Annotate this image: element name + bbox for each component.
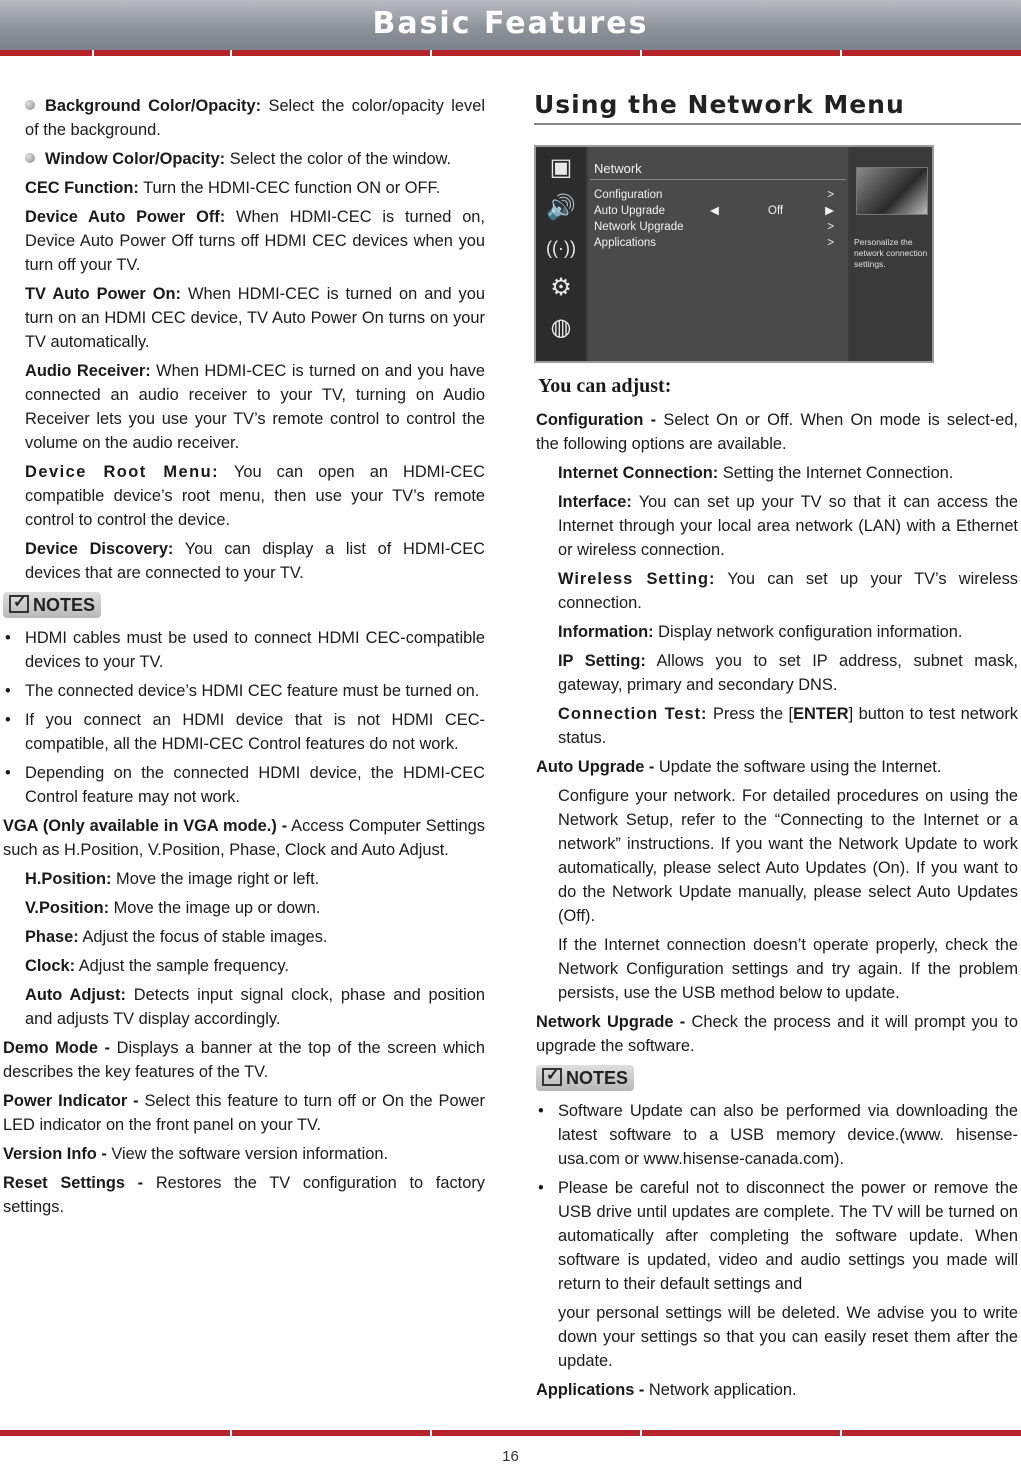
- configuration: Configuration - Select On or Off. When On mode is select-ed, the following options are available.: [536, 411, 1018, 453]
- notes-check-icon: [9, 595, 29, 613]
- heading-rule: [534, 123, 1021, 125]
- tv-menu-panel: [588, 147, 848, 361]
- audio-receiver: Audio Receiver: When HDMI-CEC is turned on and you have connected an audio receiver to your TV, turning on Audio Receiver lets you use your TV’s remote control to control the volume on the audio receiver.: [25, 362, 485, 452]
- network-antenna-icon: ((·)): [546, 238, 576, 258]
- demo-mode: Demo Mode - Displays a banner at the top of the screen which describes the key features of the TV.: [3, 1039, 485, 1081]
- clock: Clock: Adjust the sample frequency.: [25, 957, 289, 975]
- tv-menu-item-network-upgrade[interactable]: Network Upgrade >: [594, 221, 834, 233]
- wireless-setting: Wireless Setting: You can set up your TV’s wireless connection.: [558, 570, 1018, 612]
- auto-upgrade-troubleshoot: If the Internet connection doesn’t operate properly, check the Network Configuration settings and try again. If the problem persists, use the USB method below to update.: [558, 936, 1018, 1002]
- interface: Interface: You can set up your TV so that it can access the Internet through your local area network (LAN) with a Ethernet or wireless connection.: [558, 493, 1018, 559]
- footer-rule: [0, 1430, 1021, 1436]
- applications: Applications - Network application.: [536, 1381, 797, 1399]
- you-can-adjust-heading: You can adjust:: [538, 375, 672, 397]
- note-item: • Please be careful not to disconnect the power or remove the USB drive until updates are complete. The TV will be turned on automatically after completing the software update. When software is updated, video and audio settings you made will return to their default settings and: [536, 1176, 1018, 1296]
- note-item: • The connected device’s HDMI CEC feature must be turned on.: [3, 679, 485, 703]
- note-item: • HDMI cables must be used to connect HDMI CEC-compatible devices to your TV.: [3, 626, 485, 674]
- notes-list: [3, 626, 485, 809]
- chevron-right-icon[interactable]: ▶: [825, 205, 834, 217]
- bg-color-item: Background Color/Opacity: Select the color/opacity level of the background.: [25, 97, 485, 139]
- phase: Phase: Adjust the focus of stable images.: [25, 928, 328, 946]
- notes-badge: ✓NOTES: [3, 592, 101, 618]
- v-position: V.Position: Move the image up or down.: [25, 899, 321, 917]
- tv-menu-sidebar: [536, 147, 586, 361]
- tv-menu-title: Network: [594, 161, 642, 176]
- power-indicator: Power Indicator - Select this feature to turn off or On the Power LED indicator on the front panel on your TV.: [3, 1092, 486, 1134]
- tv-menu-item-applications[interactable]: Applications >: [594, 237, 834, 249]
- note-item: • Software Update can also be performed via downloading the latest software to a USB memory device.(www. hisense-usa.com or www.hisense-canada.com).: [536, 1099, 1018, 1171]
- tv-menu-info-text: Personalize the network connection settings.: [854, 237, 928, 269]
- auto-adjust: Auto Adjust: Detects input signal clock, phase and position and adjusts TV display accordingly.: [25, 986, 485, 1028]
- device-root-menu: Device Root Menu: You can open an HDMI-CEC compatible device’s root menu, then use your TV’s remote control to control the device.: [25, 463, 485, 529]
- h-position: H.Position: Move the image right or left.: [25, 870, 320, 888]
- auto-upgrade-value: Off: [768, 205, 784, 217]
- left-column: [3, 94, 485, 1224]
- note-continuation: your personal settings will be deleted. We advise you to write down your settings so that you can easily reset them after the update.: [558, 1304, 1018, 1370]
- globe-icon: ◍: [550, 314, 572, 341]
- auto-upgrade: Auto Upgrade - Update the software using the Internet.: [536, 758, 942, 776]
- tv-menu-item-configuration[interactable]: Configuration >: [594, 189, 834, 201]
- note-item: • If you connect an HDMI device that is not HDMI CEC-compatible, all the HDMI-CEC Control features do not work.: [3, 708, 485, 756]
- page-title: Basic Features: [372, 6, 649, 41]
- network-heading-block: [534, 90, 1021, 125]
- notes-list: [536, 1099, 1018, 1296]
- section-heading: Using the Network Menu: [534, 90, 905, 119]
- right-column: [536, 366, 1018, 1407]
- device-auto-power-off: Device Auto Power Off: When HDMI-CEC is turned on, Device Auto Power Off turns off HDMI CEC devices when you turn off your TV.: [25, 208, 485, 274]
- tv-menu-info-panel: [850, 147, 932, 361]
- device-discovery: Device Discovery: You can display a list of HDMI-CEC devices that are connected to your TV.: [25, 540, 485, 582]
- settings-gear-icon: ⚙: [550, 274, 572, 301]
- cec-function: CEC Function: Turn the HDMI-CEC function ON or OFF.: [25, 179, 441, 197]
- tv-menu-item-auto-upgrade[interactable]: Auto Upgrade ◀ Off ▶: [594, 205, 834, 217]
- note-item: • Depending on the connected HDMI device, the HDMI-CEC Control feature may not work.: [3, 761, 485, 809]
- sound-icon: 🔊: [546, 194, 576, 221]
- chevron-left-icon[interactable]: ◀: [710, 205, 719, 217]
- reset-settings: Reset Settings - Restores the TV configuration to factory settings.: [3, 1174, 485, 1216]
- bullet-icon: [25, 100, 35, 110]
- page-number: 16: [502, 1448, 519, 1465]
- network-upgrade: Network Upgrade - Check the process and it will prompt you to upgrade the software.: [536, 1013, 1018, 1055]
- internet-connection: Internet Connection: Setting the Internet Connection.: [558, 464, 954, 482]
- notes-check-icon: [542, 1068, 562, 1086]
- auto-upgrade-details: Configure your network. For detailed procedures on using the Network Setup, refer to the “Connecting to the Internet or a network” instructions. If you want the Network Update to work automatically, please select Auto Updates (On). If you want to do the Network Update manually, please select Auto Updates (Off).: [558, 787, 1018, 925]
- bullet-icon: [25, 153, 35, 163]
- connection-test: Connection Test: Press the [ENTER] button to test network status.: [558, 705, 1018, 747]
- win-color-item: Window Color/Opacity: Select the color of the window.: [3, 147, 485, 171]
- page-header: [0, 0, 1021, 50]
- version-info: Version Info - View the software version information.: [3, 1145, 389, 1163]
- picture-icon: ▣: [549, 154, 573, 181]
- information: Information: Display network configuration information.: [558, 623, 963, 641]
- ip-setting: IP Setting: Allows you to set IP address, subnet mask, gateway, primary and secondary DNS.: [558, 652, 1018, 694]
- notes-badge: ✓NOTES: [536, 1065, 634, 1091]
- header-rule: [0, 50, 1021, 56]
- vga-section: VGA (Only available in VGA mode.) - Access Computer Settings such as H.Position, V.Position, Phase, Clock and Auto Adjust.: [3, 817, 485, 859]
- tv-network-menu: [534, 145, 934, 363]
- tv-auto-power-on: TV Auto Power On: When HDMI-CEC is turned on and you turn on an HDMI CEC device, TV Auto Power On turns on your TV automatically.: [25, 285, 485, 351]
- network-thumbnail-image: [856, 167, 928, 215]
